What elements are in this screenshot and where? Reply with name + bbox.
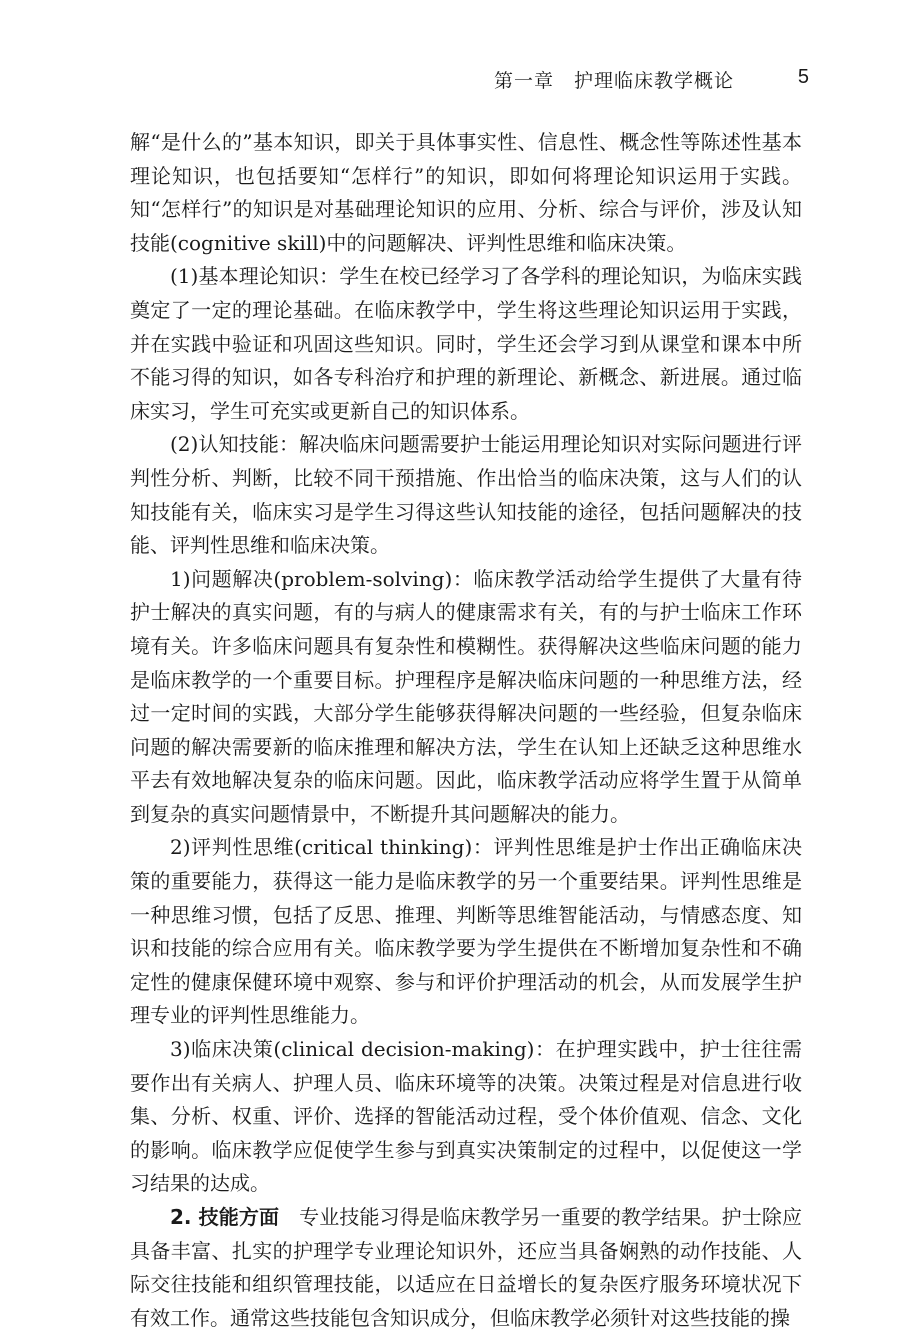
paragraph-continuation: 解“是什么的”基本知识，即关于具体事实性、信息性、概念性等陈述性基本理论知识，也包括要知“怎样行”的知识，即如何将理论知识运用于实践。知“怎样行”的知识是对基础理论知识的应用、分析、综合与评价，涉及认知技能(cognitive skill)中的问题解决、评判性思维和临床决策。 [130, 130, 802, 255]
page-body [130, 126, 802, 1335]
paragraph-skills [130, 1201, 802, 1335]
paragraph-critical-thinking: 2)评判性思维(critical thinking)：评判性思维是护士作出正确临床决策的重要能力，获得这一能力是临床教学的另一个重要结果。评判性思维是一种思维习惯，包括了反思、推理、判断等思维智能活动，与情感态度、知识和技能的综合应用有关。临床教学要为学生提供在不断增加复杂性和不确定性的健康保健环境中观察、参与和评价护理活动的机会，从而发展学生护理专业的评判性思维能力。 [130, 835, 802, 1028]
paragraph-problem-solving: 1)问题解决(problem-solving)：临床教学活动给学生提供了大量有待护士解决的真实问题，有的与病人的健康需求有关，有的与护士临床工作环境有关。许多临床问题具有复杂性和模糊性。获得解决这些临床问题的能力是临床教学的一个重要目标。护理程序是解决临床问题的一种思维方法，经过一定时间的实践，大部分学生能够获得解决问题的一些经验，但复杂临床问题的解决需要新的临床推理和解决方法，学生在认知上还缺乏这种思维水平去有效地解决复杂的临床问题。因此，临床教学活动应将学生置于从简单到复杂的真实问题情景中，不断提升其问题解决的能力。 [130, 566, 802, 826]
paragraph-basic-knowledge: (1)基本理论知识：学生在校已经学习了各学科的理论知识，为临床实践奠定了一定的理论基础。在临床教学中，学生将这些理论知识运用于实践，并在实践中验证和巩固这些知识。同时，学生还会学习到从课堂和课本中所不能习得的知识，如各专科治疗和护理的新理论、新概念、新进展。通过临床实习，学生可充实或更新自己的知识体系。 [130, 264, 802, 423]
paragraph-cognitive-skill: (2)认知技能：解决临床问题需要护士能运用理论知识对实际问题进行评判性分析、判断，比较不同干预措施、作出恰当的临床决策，这与人们的认知技能有关，临床实习是学生习得这些认知技能的途径，包括问题解决的技能、评判性思维和临床决策。 [130, 432, 802, 558]
page-header [0, 66, 900, 96]
section-heading-skills: 2. 技能方面 [170, 1205, 280, 1229]
paragraph-skills-text: 专业技能习得是临床教学另一重要的教学结果。护士除应具备丰富、扎实的护理学专业理论知识外，还应当具备娴熟的动作技能、人际交往技能和组织管理技能，以适应在日益增长的复杂医疗服务环境状况下有效工作。通常这些技能包含知识成分，但临床教学必须针对这些技能的操 [130, 1205, 802, 1330]
chapter-title: 第一章 护理临床教学概论 [493, 70, 734, 92]
paragraph-clinical-decision: 3)临床决策(clinical decision-making)：在护理实践中，护士往往需要作出有关病人、护理人员、临床环境等的决策。决策过程是对信息进行收集、分析、权重、评价、选择的智能活动过程，受个体价值观、信念、文化的影响。临床教学应促使学生参与到真实决策制定的过程中，以促使这一学习结果的达成。 [130, 1037, 802, 1196]
page-number: 5 [797, 66, 809, 88]
